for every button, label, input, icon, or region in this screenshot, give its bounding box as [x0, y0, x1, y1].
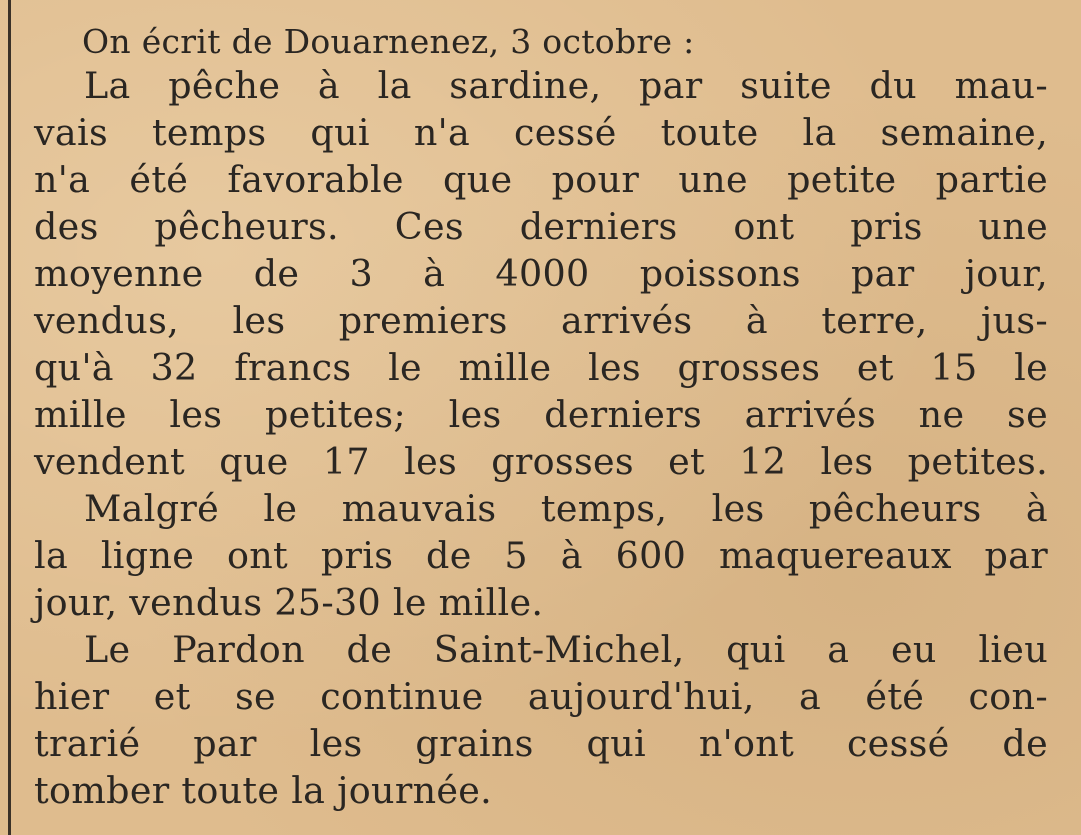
text-line: Malgré le mauvais temps, les pêcheurs à [84, 487, 1048, 530]
text-line: vendent que 17 les grosses et 12 les petites. [34, 440, 1048, 483]
paragraph-pardon [34, 626, 1048, 814]
text-line: La pêche à la sardine, par suite du mau- [84, 64, 1048, 107]
article-dateline: On écrit de Douarnenez, 3 octobre : [82, 22, 695, 61]
text-line: hier et se continue aujourd'hui, a été con- [34, 675, 1048, 718]
text-line: la ligne ont pris de 5 à 600 maquereaux par [34, 534, 1048, 577]
text-line: n'a été favorable que pour une petite partie [34, 158, 1048, 201]
text-line: vais temps qui n'a cessé toute la semaine, [34, 111, 1048, 154]
text-line: moyenne de 3 à 4000 poissons par jour, [34, 252, 1048, 295]
text-line: qu'à 32 francs le mille les grosses et 15 le [34, 346, 1048, 389]
paragraph-line-fishing [34, 485, 1048, 626]
paragraph-sardine-fishing [34, 62, 1048, 485]
text-line: mille les petites; les derniers arrivés ne se [34, 393, 1048, 436]
text-line: vendus, les premiers arrivés à terre, jus- [34, 299, 1048, 342]
text-line: des pêcheurs. Ces derniers ont pris une [34, 205, 1048, 248]
text-line: Le Pardon de Saint-Michel, qui a eu lieu [84, 628, 1048, 671]
text-line: trarié par les grains qui n'ont cessé de [34, 722, 1048, 765]
news-article [34, 6, 1048, 814]
text-line: tomber toute la journée. [34, 769, 493, 812]
column-rule [8, 0, 11, 835]
text-line: jour, vendus 25-30 le mille. [34, 581, 544, 624]
